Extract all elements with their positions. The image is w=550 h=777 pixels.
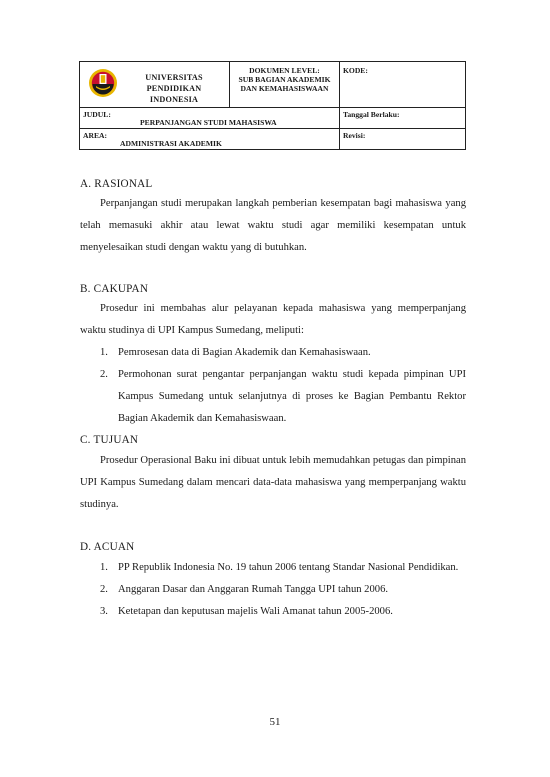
section-c-title: C. TUJUAN xyxy=(80,434,139,446)
section-c-paragraph: Prosedur Operasional Baku ini dibuat untuk lebih memudahkan petugas dan pimpinan UPI Kampus Sumedang dalam mencari data-data mahasiswa yang memperpanjang waktu studinya. xyxy=(80,455,466,510)
list-item-number: 1. xyxy=(100,562,108,573)
university-logo-icon xyxy=(88,68,118,98)
list-item xyxy=(80,557,466,579)
list-item-number: 2. xyxy=(100,584,108,595)
kode-label: KODE: xyxy=(343,66,368,75)
list-item xyxy=(80,601,466,623)
document-level-cell xyxy=(230,62,340,108)
kode-cell xyxy=(340,62,466,108)
section-d-list xyxy=(80,557,466,623)
university-cell xyxy=(80,62,230,108)
tanggal-berlaku-cell xyxy=(340,108,466,129)
section-a-title: A. RASIONAL xyxy=(80,178,153,190)
document-level-label: DOKUMEN LEVEL: xyxy=(249,66,320,75)
tanggal-berlaku-label: Tanggal Berlaku: xyxy=(343,110,400,119)
section-b-title: B. CAKUPAN xyxy=(80,283,149,295)
list-item xyxy=(80,342,466,364)
page-number: 51 xyxy=(269,716,281,728)
section-a-paragraph: Perpanjangan studi merupakan langkah pemberian kesempatan bagi mahasiswa yang telah memasuki akhir atau lewat waktu studi agar memiliki kesempatan untuk menyelesaikan studi dengan waktu yang di butuhkan. xyxy=(80,198,466,253)
judul-cell xyxy=(80,108,340,129)
list-item-text: Ketetapan dan keputusan majelis Wali Amanat tahun 2005-2006. xyxy=(118,606,393,617)
list-item-number: 1. xyxy=(100,347,108,358)
list-item-number: 2. xyxy=(100,369,108,380)
list-item xyxy=(80,364,466,430)
area-label: AREA: xyxy=(83,131,108,140)
document-header-table xyxy=(79,61,466,150)
list-item-number: 3. xyxy=(100,606,108,617)
section-d-title: D. ACUAN xyxy=(80,541,135,553)
document-level-value: SUB BAGIAN AKADEMIK DAN KEMAHASISWAAN xyxy=(238,75,331,93)
revisi-cell xyxy=(340,129,466,150)
area-value: ADMINISTRASI AKADEMIK xyxy=(120,139,222,148)
list-item-text: Permohonan surat pengantar perpanjangan waktu studi kepada pimpinan UPI Kampus Sumedang untuk selanjutnya di proses ke Bagian Pembantu Rektor Bagian Akademik dan Kemahasiswaan. xyxy=(118,369,466,424)
section-b-list xyxy=(80,342,466,430)
judul-value: PERPANJANGAN STUDI MAHASISWA xyxy=(140,118,277,127)
section-b-paragraph: Prosedur ini membahas alur pelayanan kepada mahasiswa yang memperpanjang waktu studinya di UPI Kampus Sumedang, meliputi: xyxy=(80,303,466,336)
revisi-label: Revisi: xyxy=(343,131,366,140)
area-cell xyxy=(80,129,340,150)
list-item-text: PP Republik Indonesia No. 19 tahun 2006 tentang Standar Nasional Pendidikan. xyxy=(118,562,459,573)
list-item-text: Pemrosesan data di Bagian Akademik dan Kemahasiswaan. xyxy=(118,347,371,358)
university-name: UNIVERSITAS PENDIDIKAN INDONESIA xyxy=(145,73,203,104)
list-item xyxy=(80,579,466,601)
judul-label: JUDUL: xyxy=(83,110,111,119)
list-item-text: Anggaran Dasar dan Anggaran Rumah Tangga UPI tahun 2006. xyxy=(118,584,389,595)
